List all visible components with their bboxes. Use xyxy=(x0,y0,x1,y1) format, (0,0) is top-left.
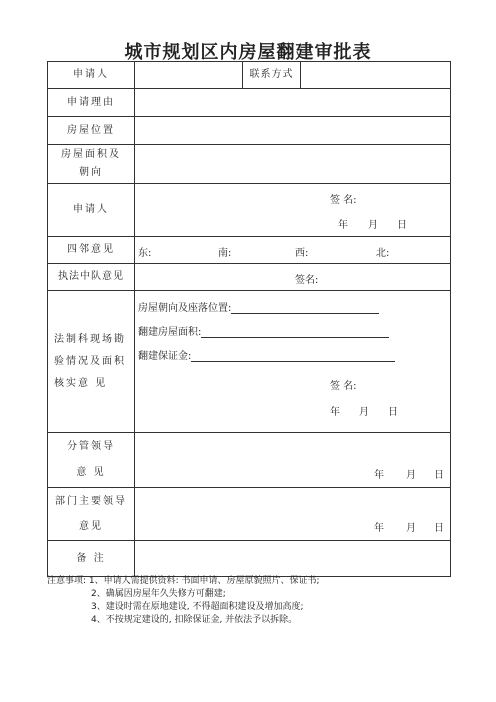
day-label: 日 xyxy=(397,220,407,231)
neighbors-label: 四邻意见 xyxy=(48,237,135,264)
leader-month: 月 xyxy=(406,470,416,481)
location-field[interactable] xyxy=(135,117,451,145)
contact-label: 联系方式 xyxy=(243,62,301,89)
legal-year: 年 xyxy=(330,407,340,418)
leader-cell[interactable] xyxy=(135,433,451,488)
dept-day: 日 xyxy=(434,523,444,534)
dept-leader-label: 部门主要领导 xyxy=(55,496,127,507)
leader-label: 分管领导 xyxy=(67,441,115,452)
orientation-label: 房屋朝向及座落位置: xyxy=(138,303,232,314)
contact-field[interactable] xyxy=(301,62,451,89)
leader-year: 年 xyxy=(374,470,384,481)
south-label: 南: xyxy=(218,248,232,259)
squad-cell[interactable] xyxy=(135,264,451,291)
squad-label: 执法中队意见 xyxy=(48,264,135,291)
west-label: 西: xyxy=(295,248,309,259)
deposit-blank[interactable] xyxy=(191,351,395,362)
orientation-line-wrap xyxy=(138,299,379,314)
leader-day: 日 xyxy=(434,470,444,481)
dept-label-cell xyxy=(48,488,135,541)
reason-label: 申请理由 xyxy=(48,89,135,117)
note-1: 注意事项: 1、申请人需提供资料: 书面申请、房屋原貌照片、保证书; xyxy=(47,576,320,586)
remark-label: 备 注 xyxy=(48,541,135,577)
east-label: 东: xyxy=(138,248,152,259)
month-label: 月 xyxy=(368,220,378,231)
legal-inspection-cell[interactable] xyxy=(135,291,451,433)
note-2: 2、确属因房屋年久失修方可翻建; xyxy=(91,589,226,599)
dept-month: 月 xyxy=(406,523,416,534)
orientation-blank[interactable] xyxy=(231,303,379,314)
notes xyxy=(47,575,320,627)
applicant-field[interactable] xyxy=(135,62,243,89)
dept-year: 年 xyxy=(374,523,384,534)
area-orientation-label: 房屋面积及朝向 xyxy=(48,145,135,184)
area-blank[interactable] xyxy=(201,327,389,338)
legal-day: 日 xyxy=(388,407,398,418)
approval-form-table xyxy=(47,61,451,577)
applicant-label: 申请人 xyxy=(48,62,135,89)
legal-inspection-label: 法制科现场勘验情况及面积核实意 见 xyxy=(48,291,135,433)
legal-month: 月 xyxy=(359,407,369,418)
year-label: 年 xyxy=(338,220,348,231)
leader-opinion-label: 意 见 xyxy=(76,467,106,478)
note-3: 3、建设时需在原地建设, 不得超面积建设及增加高度; xyxy=(91,602,304,612)
location-label: 房屋位置 xyxy=(48,117,135,145)
note-4: 4、不按规定建设的, 扣除保证金, 并依法予以拆除。 xyxy=(91,615,298,625)
area-label: 翻建房屋面积: xyxy=(138,327,202,338)
north-label: 北: xyxy=(376,248,390,259)
reason-field[interactable] xyxy=(135,89,451,117)
deposit-line-wrap xyxy=(138,347,395,362)
sign-label: 签 名: xyxy=(330,195,357,206)
neighbors-cell[interactable] xyxy=(135,237,451,264)
leader-label-cell xyxy=(48,433,135,488)
applicant-sign-cell[interactable] xyxy=(135,184,451,237)
deposit-label: 翻建保证金: xyxy=(138,351,192,362)
dept-cell[interactable] xyxy=(135,488,451,541)
area-orientation-field[interactable] xyxy=(135,145,451,184)
form-title: 城市规划区内房屋翻建审批表 xyxy=(124,42,372,63)
applicant-sign-label: 申请人 xyxy=(48,184,135,237)
dept-opinion-label: 意见 xyxy=(79,521,103,532)
squad-sign-label: 签名: xyxy=(295,275,319,286)
area-line-wrap xyxy=(138,323,389,338)
remark-field[interactable] xyxy=(135,541,451,577)
legal-sign-label: 签 名: xyxy=(330,381,357,392)
